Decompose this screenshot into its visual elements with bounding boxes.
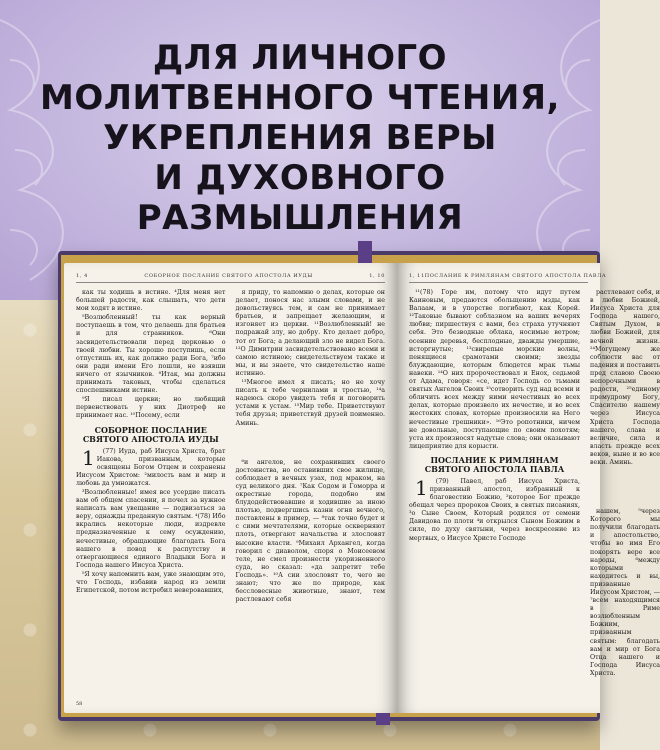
right-column-1	[409, 289, 580, 703]
paragraph: ⁵Возлюбленный! ты как верный поступаешь в том, что делаешь для братьев и для странников. ⁶Они засвидетельствовали перед церковью о твоей любви. Ты хорошо поступишь, если отпустишь их, как должно ради Бога, ⁷ибо они ради имени Его пошли, не взявши ничего от язычников. ⁸Итак, мы должны принимать таковых, чтобы сделаться споспешниками истине.	[76, 314, 226, 395]
right-column-2	[590, 289, 660, 703]
right-page	[397, 263, 660, 713]
paragraph: ⁶и ангелов, не сохранивших своего достоинства, но оставивших свое жилище, соблюдает в вечных узах, под мраком, на суд великого дня. ⁷Как Содом и Гоморра и окрестные города, подобно им блудодействовавшие и ходившие за иною плотью, подвергшись казни огня вечного, поставлены в пример, — ⁸так точно будет и с сими мечтателями, которые оскверняют плоть, отвергают начальства и злословят высокие власти. ⁹Михаил Архангел, когда говорил с диаволом, споря о Моисеевом теле, не смел произнести укоризненного суда, но сказал: «да запретит тебе Господь». ¹⁰А сии злословят то, чего не знают; что же по природе, как бессловесные животные, знают, тем растлевают себя	[235, 458, 385, 604]
headline-line-2: МОЛИТВЕННОГО ЧТЕНИЯ,	[40, 78, 560, 118]
paragraph-dropcap	[409, 475, 580, 543]
right-head-title: ПОСЛАНИЕ К РИМЛЯНАМ СВЯТОГО АПОСТОЛА ПАВЛА	[424, 273, 607, 279]
headline-line-3: УКРЕПЛЕНИЯ ВЕРЫ	[103, 118, 497, 158]
left-head-title: СОБОРНОЕ ПОСЛАНИЕ СВЯТОГО АПОСТОЛА ИУДЫ	[144, 273, 313, 279]
section-title-jude: СОБОРНОЕ ПОСЛАНИЕ СВЯТОГО АПОСТОЛА ИУДЫ	[82, 424, 219, 444]
right-running-head	[409, 273, 607, 283]
headline-line-4: И ДУХОВНОГО	[154, 158, 446, 198]
paragraph-text: (77) Иуда, раб Иисуса Христа, брат Иакова, призванным, которые освящены Богом Отцем и сохранены Иисусом Христом: ²милость вам и мир и любовь да умножатся.	[76, 447, 226, 487]
paragraph: ¹³Многое имел я писать; но не хочу писать к тебе чернилами и тростью, ¹⁴а надеюсь скоро увидеть тебя и поговорить устами к устам. ¹⁵Мир тебе. Приветствуют тебя друзья; приветствуй друзей поименно. Аминь.	[235, 379, 385, 427]
left-columns	[76, 289, 385, 703]
paragraph: ⁵Я хочу напомнить вам, уже знающим это, что Господь, избавив народ из земли Египетской, потом истребил неверовавших,	[76, 570, 226, 595]
dropcap: 1	[415, 475, 428, 500]
paragraph: как ты ходишь в истине. ⁴Для меня нет большей радости, как слышать, что дети мои ходят в истине.	[76, 289, 226, 313]
headline	[0, 38, 600, 238]
paragraph-dropcap	[76, 445, 226, 488]
dropcap: 1	[82, 445, 95, 470]
right-columns	[409, 289, 660, 703]
paragraph: растлевают себя, и в любви Божией, Иисуса Христа для Господа нашего, Святым Духом, в любви Божией, для вечной жизни. ²⁴Могущему же соблюсти вас от падения и поставить пред славою Своею непорочными в радости, ²⁵единому премудрому Богу, Спасителю нашему через Иисуса Христа Господа нашего, слава и величие, сила и власть прежде всех веков, ныне и во все веки. Аминь.	[590, 289, 660, 466]
open-book	[58, 245, 660, 725]
paragraph: ³Возлюбленные! имея все усердие писать вам об общем спасении, я почел за нужное написать вам увещание — подвизаться за веру, однажды преданную святым. ⁴(78) Ибо вкрались некоторые люди, издревле предназначенные к сему осуждению, нечестивые, обращающие благодать Бога нашего в повод к распутству и отвергающиеся единого Владыки Бога и Господа нашего Иисуса Христа.	[76, 488, 226, 569]
paragraph: ¹¹(78) Горе им, потому что идут путем Каиновым, предаются обольщению мзды, как Валаам, и в упорстве погибают, как Корей. ¹²Таковые бывают соблазном на ваших вечерях любви; пиршествуя с вами, без страха утучняют себя. Это безводные облака, носимые ветром; осенние деревья, бесплодные, дважды умершие, исторгнутые; ¹³свирепые морские волны, пенящиеся срамотами своими; звезды блуждающие, которым блюдется мрак тьмы навеки. ¹⁴О них пророчествовал и Енох, седьмой от Адама, говоря: «се, идет Господь со тьмами святых Ангелов Своих ¹⁵сотворить суд над всеми и обличить всех между ними нечестивых во всех делах, которые произвело их нечестие, и во всех жестоких словах, которые произносили на Него нечестивые грешники». ¹⁶Это ропотники, ничем не довольные, поступающие по своим похотям; уста их произносят надутые слова; они оказывают лицеприятие для корысти.	[409, 289, 580, 450]
paragraph-text: (79) Павел, раб Иисуса Христа, призванный апостол, избранный к благовестию Божию, ²которое Бог прежде обещал через пророков Своих, в святых писаниях, ³о Сыне Своем, Который родился от семени Давидова по плоти ⁴и открылся Сыном Божиим в силе, по духу святыни, через воскресение из мертвых, о Иисусе Христе Господе	[409, 477, 580, 542]
left-head-verse-end: 1, 10	[369, 273, 385, 279]
headline-line-1: ДЛЯ ЛИЧНОГО	[152, 38, 448, 78]
left-column-1	[76, 289, 226, 703]
paragraph: ⁹Я писал церкви; но любящий первенствовать у них Диотреф не принимает нас. ¹⁰Посему, если	[76, 396, 226, 420]
section-title-romans: ПОСЛАНИЕ К РИМЛЯНАМ СВЯТОГО АПОСТОЛА ПАВЛА	[424, 454, 565, 474]
paragraph: я приду, то напомню о делах, которые он делает, понося нас злыми словами, и не довольствуясь тем, и сам не принимает братьев, и запрещает желающим, и изгоняет из церкви. ¹¹Возлюбленный! не подражай злу, но добру. Кто делает добро, тот от Бога; а делающий зло не видел Бога. ¹²О Димитрии засвидетельствовано всеми и самою истиною; свидетельствуем также и мы, и вы знаете, что свидетельство наше истинно.	[235, 289, 385, 377]
left-running-head	[76, 273, 385, 283]
left-head-verse: 1, 4	[76, 273, 88, 279]
headline-line-5: РАЗМЫШЛЕНИЯ	[136, 198, 464, 238]
bookmark-ribbon-top	[358, 241, 372, 263]
paragraph: нашем, ⁵через Которого мы получили благодать и апостольство, чтобы во имя Его покорять вере все народы, ⁶между которыми находитесь и вы, призванные Иисусом Христом, — ⁷всем находящимся в Риме возлюбленным Божиим, призванным святым: благодать вам и мир от Бога Отца нашего и Господа Иисуса Христа.	[590, 508, 660, 677]
page-number: 58	[76, 701, 83, 707]
right-head-verse: 1, 11	[409, 273, 425, 279]
left-page	[64, 263, 397, 713]
left-column-2	[236, 289, 386, 703]
